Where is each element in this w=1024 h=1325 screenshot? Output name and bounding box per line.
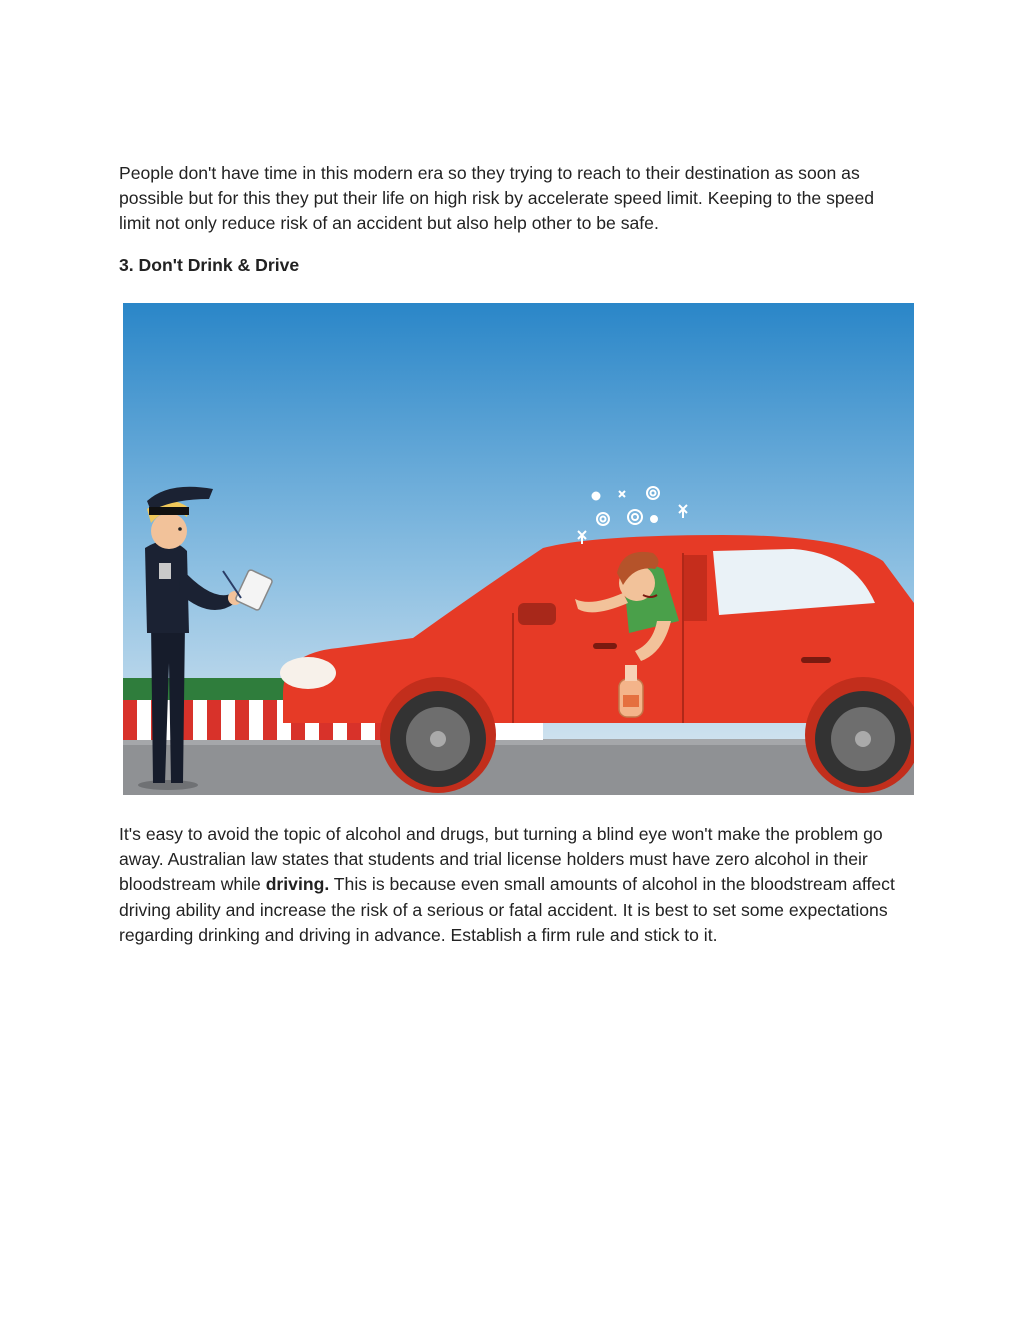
road bbox=[123, 739, 914, 795]
alcohol-paragraph-text-1: It's easy to avoid the topic of alcohol and drugs, but turning a blind eye won't make the problem go away. Australian law states that students and trial license holders must have zero alcohol in their bloodstream while bbox=[119, 824, 883, 895]
drink-drive-illustration bbox=[123, 303, 914, 795]
driving-bold-text: driving. bbox=[265, 874, 330, 895]
alcohol-paragraph bbox=[119, 822, 909, 948]
section-heading: 3. Don't Drink & Drive bbox=[119, 255, 300, 275]
alcohol-paragraph-text-2: This is because even small amounts of alcohol in the bloodstream affect driving ability and increase the risk of a serious or fatal accident. It is best to set some expectations regarding drinking and driving in advance. Establish a firm rule and stick to it. bbox=[119, 874, 895, 945]
intro-paragraph: People don't have time in this modern era so they trying to reach to their destination as soon as possible but for this they put their life on high risk by accelerate speed limit. Keeping to the speed limit not only reduce risk of an accident but also help other to be safe. bbox=[119, 163, 875, 234]
front-wheel bbox=[380, 677, 496, 793]
